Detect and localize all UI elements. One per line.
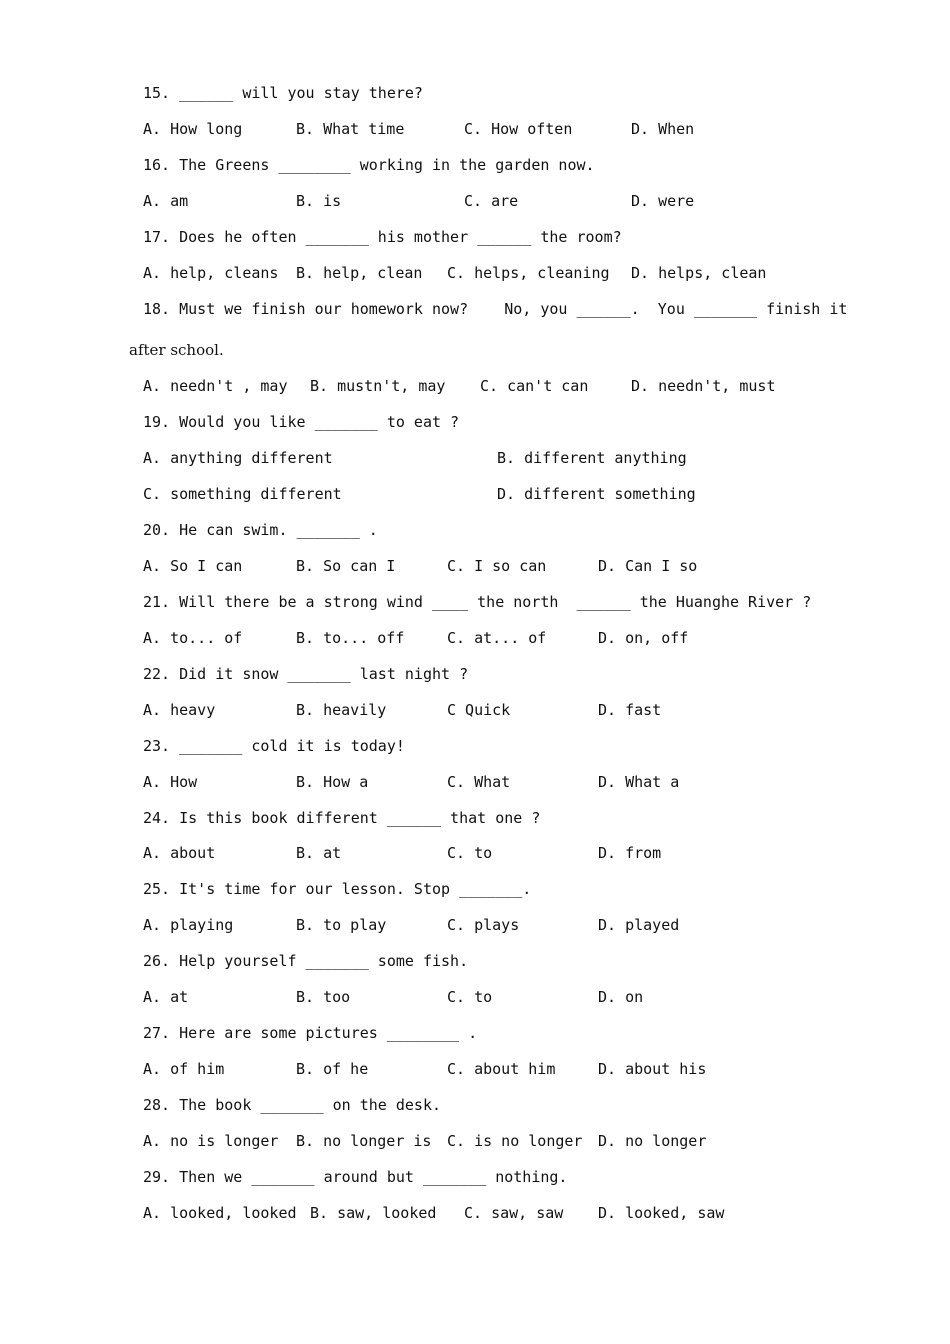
question-24-option-c: C. to: [447, 844, 493, 862]
question-17-option-d: D. helps, clean: [631, 264, 767, 282]
question-20-option-c: C. I so can: [447, 557, 547, 575]
question-17-option-c: C. helps, cleaning: [447, 264, 610, 282]
question-18-stem-continued: after school.: [129, 341, 224, 359]
question-22-option-a: A. heavy: [143, 701, 216, 719]
question-18-option-c: C. can't can: [480, 377, 589, 395]
question-24-stem: 24. Is this book different ______ that one ?: [143, 809, 541, 827]
question-28-option-c: C. is no longer: [447, 1132, 583, 1150]
question-21-option-b: B. to... off: [296, 629, 405, 647]
question-28-option-a: A. no is longer: [143, 1132, 279, 1150]
question-26-option-a: A. at: [143, 988, 189, 1006]
question-26-stem: 26. Help yourself _______ some fish.: [143, 952, 469, 970]
question-20-stem: 20. He can swim. _______ .: [143, 521, 378, 539]
question-15-option-b: B. What time: [296, 120, 405, 138]
question-18-option-d: D. needn't, must: [631, 377, 776, 395]
question-25-option-c: C. plays: [447, 916, 520, 934]
question-21-option-d: D. on, off: [598, 629, 689, 647]
question-27-option-a: A. of him: [143, 1060, 225, 1078]
question-28-option-b: B. no longer is: [296, 1132, 432, 1150]
question-15-stem: 15. ______ will you stay there?: [143, 84, 423, 102]
question-20-option-b: B. So can I: [296, 557, 396, 575]
question-24-option-a: A. about: [143, 844, 216, 862]
question-26-option-b: B. too: [296, 988, 351, 1006]
question-21-option-c: C. at... of: [447, 629, 547, 647]
question-17-option-a: A. help, cleans: [143, 264, 279, 282]
question-19-option-b: B. different anything: [497, 449, 687, 467]
question-16-option-d: D. were: [631, 192, 695, 210]
question-16-option-b: B. is: [296, 192, 342, 210]
question-21-option-a: A. to... of: [143, 629, 243, 647]
question-25-stem: 25. It's time for our lesson. Stop _______.: [143, 880, 532, 898]
question-23-option-d: D. What a: [598, 773, 680, 791]
question-28-stem: 28. The book _______ on the desk.: [143, 1096, 442, 1114]
question-28-option-d: D. no longer: [598, 1132, 707, 1150]
question-16-stem: 16. The Greens ________ working in the garden now.: [143, 156, 595, 174]
question-19-option-a: A. anything different: [143, 449, 333, 467]
question-27-option-c: C. about him: [447, 1060, 556, 1078]
question-21-stem: 21. Will there be a strong wind ____ the north ______ the Huanghe River ?: [143, 593, 812, 611]
question-29-option-d: D. looked, saw: [598, 1204, 725, 1222]
question-29-stem: 29. Then we _______ around but _______ nothing.: [143, 1168, 568, 1186]
question-22-option-b: B. heavily: [296, 701, 387, 719]
question-23-option-b: B. How a: [296, 773, 369, 791]
question-26-option-d: D. on: [598, 988, 644, 1006]
question-22-option-d: D. fast: [598, 701, 662, 719]
question-17-option-b: B. help, clean: [296, 264, 423, 282]
question-18-stem: 18. Must we finish our homework now? No, you ______. You _______ finish it: [143, 300, 848, 318]
question-25-option-d: D. played: [598, 916, 680, 934]
question-24-option-d: D. from: [598, 844, 662, 862]
question-15-option-a: A. How long: [143, 120, 243, 138]
question-22-stem: 22. Did it snow _______ last night ?: [143, 665, 469, 683]
question-15-option-c: C. How often: [464, 120, 573, 138]
question-24-option-b: B. at: [296, 844, 342, 862]
question-19-option-d: D. different something: [497, 485, 696, 503]
question-23-stem: 23. _______ cold it is today!: [143, 737, 405, 755]
question-27-option-d: D. about his: [598, 1060, 707, 1078]
question-23-option-c: C. What: [447, 773, 511, 791]
question-29-option-c: C. saw, saw: [464, 1204, 564, 1222]
question-27-stem: 27. Here are some pictures ________ .: [143, 1024, 478, 1042]
question-25-option-b: B. to play: [296, 916, 387, 934]
question-23-option-a: A. How: [143, 773, 198, 791]
question-16-option-c: C. are: [464, 192, 519, 210]
question-27-option-b: B. of he: [296, 1060, 369, 1078]
question-18-option-b: B. mustn't, may: [310, 377, 446, 395]
question-19-stem: 19. Would you like _______ to eat ?: [143, 413, 460, 431]
question-26-option-c: C. to: [447, 988, 493, 1006]
question-15-option-d: D. When: [631, 120, 695, 138]
question-20-option-d: D. Can I so: [598, 557, 698, 575]
question-18-option-a: A. needn't , may: [143, 377, 288, 395]
question-29-option-b: B. saw, looked: [310, 1204, 437, 1222]
question-25-option-a: A. playing: [143, 916, 234, 934]
question-22-option-c: C Quick: [447, 701, 511, 719]
question-29-option-a: A. looked, looked: [143, 1204, 297, 1222]
question-16-option-a: A. am: [143, 192, 189, 210]
question-20-option-a: A. So I can: [143, 557, 243, 575]
question-19-option-c: C. something different: [143, 485, 342, 503]
question-17-stem: 17. Does he often _______ his mother ______ the room?: [143, 228, 622, 246]
